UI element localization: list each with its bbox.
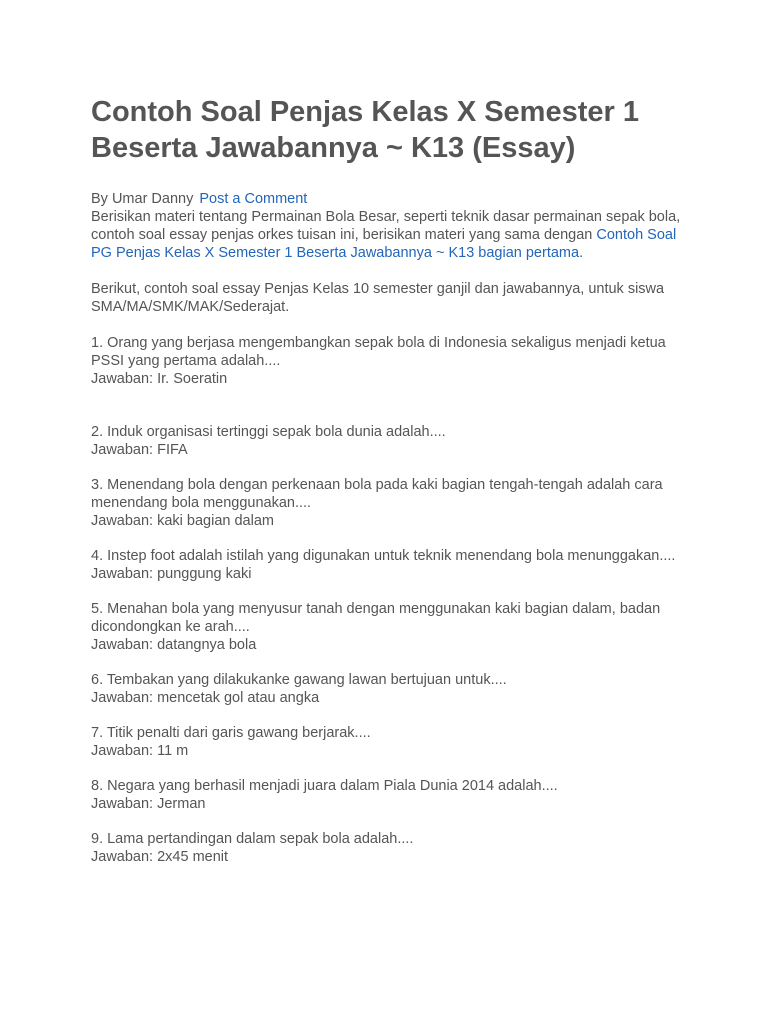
question-item-1 xyxy=(91,334,691,388)
article-title: Contoh Soal Penjas Kelas X Semester 1 Beserta Jawabannya ~ K13 (Essay) xyxy=(91,96,639,164)
question-item-4 xyxy=(91,547,691,583)
question-text: 2. Induk organisasi tertinggi sepak bola dunia adalah.... xyxy=(91,424,446,440)
question-item-6 xyxy=(91,671,691,707)
answer-text: Jawaban: Jerman xyxy=(91,796,206,812)
answer-text: Jawaban: mencetak gol atau angka xyxy=(91,690,320,706)
question-item-5 xyxy=(91,600,691,654)
question-text: 5. Menahan bola yang menyusur tanah dengan menggunakan kaki bagian dalam, badan dicondongkan ke arah.... xyxy=(91,601,661,635)
author-name: By Umar Danny xyxy=(91,191,194,207)
intro-text-end: . xyxy=(579,245,584,261)
byline xyxy=(91,190,691,208)
related-article-link[interactable]: Contoh Soal PG Penjas Kelas X Semester 1 Beserta Jawabannya ~ K13 bagian pertama xyxy=(91,227,677,261)
question-text: 9. Lama pertandingan dalam sepak bola adalah.... xyxy=(91,831,414,847)
answer-text: Jawaban: punggung kaki xyxy=(91,566,252,582)
lead-paragraph: Berikut, contoh soal essay Penjas Kelas 10 semester ganjil dan jawabannya, untuk siswa SMA/MA/SMK/MAK/Sederajat. xyxy=(91,281,665,315)
question-item-2 xyxy=(91,423,691,459)
answer-text: Jawaban: FIFA xyxy=(91,442,188,458)
answer-text: Jawaban: 2x45 menit xyxy=(91,849,229,865)
answer-text: Jawaban: kaki bagian dalam xyxy=(91,513,274,529)
question-text: 4. Instep foot adalah istilah yang digunakan untuk teknik menendang bola menunggakan.... xyxy=(91,548,676,564)
question-item-3 xyxy=(91,476,691,530)
answer-text: Jawaban: Ir. Soeratin xyxy=(91,371,228,387)
answer-text: Jawaban: 11 m xyxy=(91,743,189,759)
intro-text: Berisikan materi tentang Permainan Bola Besar, seperti teknik dasar permainan sepak bola, contoh soal essay penjas orkes tuisan ini, berisikan materi yang sama dengan xyxy=(91,209,681,243)
question-text: 1. Orang yang berjasa mengembangkan sepak bola di Indonesia sekaligus menjadi ketua PSSI yang pertama adalah.... xyxy=(91,335,666,369)
answer-text: Jawaban: datangnya bola xyxy=(91,637,257,653)
question-text: 7. Titik penalti dari garis gawang berjarak.... xyxy=(91,725,371,741)
question-item-8 xyxy=(91,777,691,813)
post-comment-link[interactable]: Post a Comment xyxy=(199,191,308,207)
question-item-7 xyxy=(91,724,691,760)
question-text: 8. Negara yang berhasil menjadi juara dalam Piala Dunia 2014 adalah.... xyxy=(91,778,558,794)
intro-paragraph xyxy=(91,208,691,262)
question-text: 3. Menendang bola dengan perkenaan bola pada kaki bagian tengah-tengah adalah cara menendang bola menggunakan.... xyxy=(91,477,663,511)
question-text: 6. Tembakan yang dilakukanke gawang lawan bertujuan untuk.... xyxy=(91,672,507,688)
article xyxy=(91,94,691,866)
question-item-9 xyxy=(91,830,691,866)
